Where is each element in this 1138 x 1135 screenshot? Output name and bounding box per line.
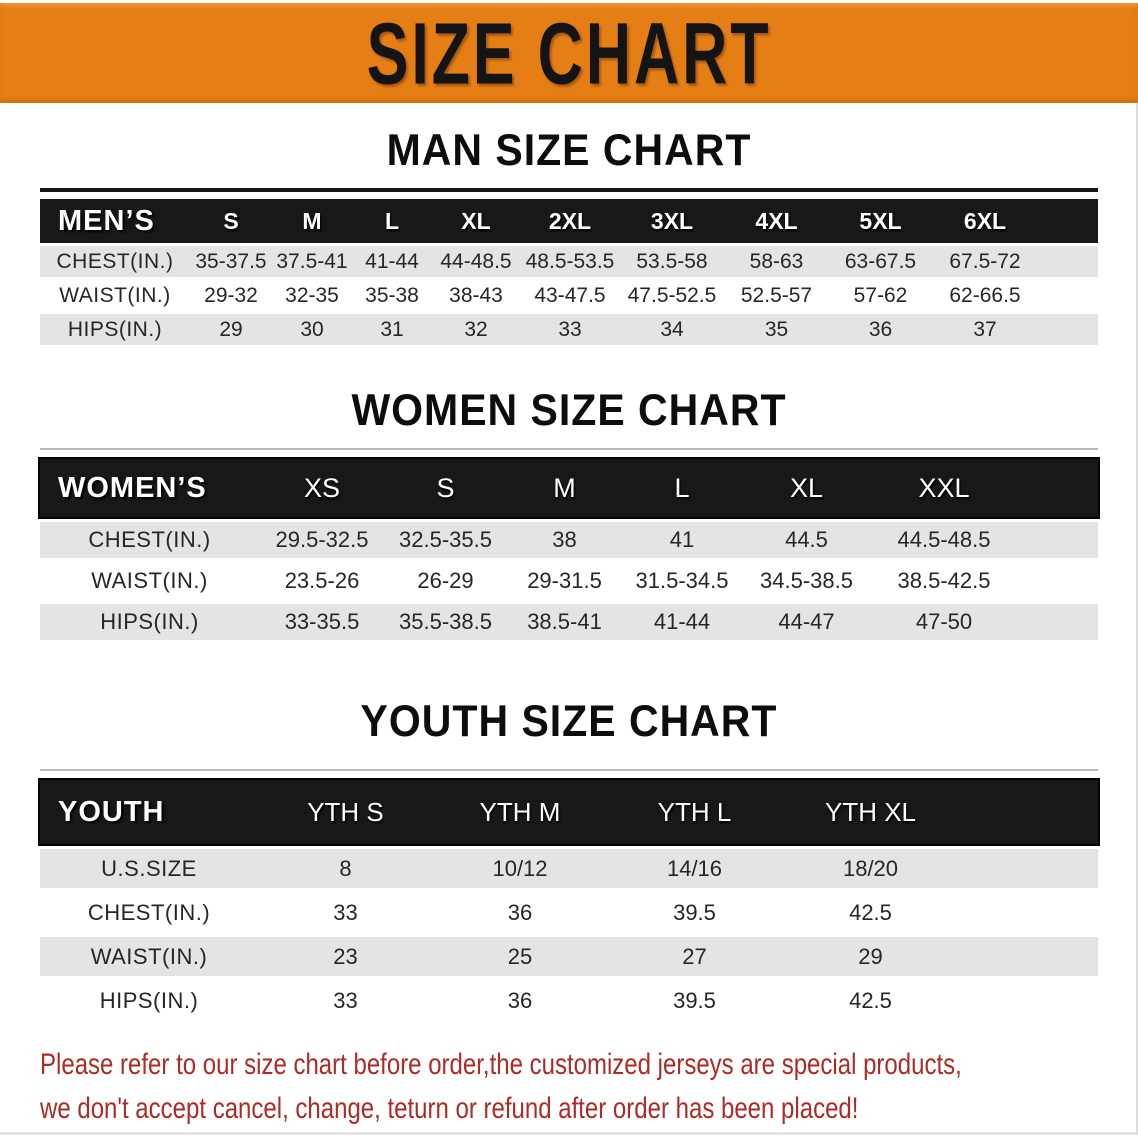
table-row: [40, 563, 1098, 599]
disclaimer-line-2: we don't accept cancel, change, teturn or refund after order has been placed!: [40, 1092, 859, 1125]
spacer-cell: [959, 893, 1098, 932]
cell-value: 41-44: [365, 249, 419, 273]
cell-value: 10/12: [492, 855, 548, 881]
column-header: XS: [303, 472, 341, 503]
cell-value: 34: [660, 317, 684, 341]
cell-value: 25: [507, 943, 533, 969]
cell-value: 18/20: [842, 855, 899, 881]
cell-value: 44.5: [785, 527, 828, 552]
cell-value: 29: [858, 943, 883, 969]
header-row: [40, 780, 1098, 844]
table-row: [40, 893, 1098, 932]
cell-value: 63-67.5: [844, 249, 917, 273]
table-header-label: MEN’S: [58, 204, 155, 237]
cell-value: 36: [507, 899, 533, 925]
cell-value: 53.5-58: [636, 249, 708, 273]
row-label: WAIST(IN.): [91, 568, 208, 593]
cell-value: 36: [507, 987, 533, 1013]
row-label: HIPS(IN.): [100, 609, 199, 634]
cell-value: 39.5: [673, 899, 716, 925]
cell-value: 44-48.5: [440, 249, 512, 273]
men-size-table: [40, 188, 1098, 348]
cell-value: 48.5-53.5: [525, 249, 615, 273]
cell-value: 35-37.5: [195, 249, 267, 273]
cell-value: 35.5-38.5: [399, 609, 492, 634]
row-label: U.S.SIZE: [101, 855, 197, 881]
spacer-cell: [1016, 563, 1098, 599]
cell-value: 42.5: [849, 899, 892, 925]
cell-value: 23.5-26: [284, 568, 360, 593]
table-top-rule: [40, 769, 1098, 771]
cell-value: 39.5: [673, 987, 716, 1013]
spacer-cell: [1038, 246, 1098, 277]
women-chart-heading: WOMEN SIZE CHART: [351, 385, 787, 435]
table-row: [40, 849, 1098, 888]
column-header: S: [223, 207, 239, 234]
header-row: [40, 459, 1098, 517]
spacer-cell: [1038, 314, 1098, 345]
cell-value: 57-62: [853, 283, 908, 307]
column-header: 6XL: [963, 207, 1007, 234]
size-chart-banner: [0, 3, 1138, 103]
cell-value: 44.5-48.5: [897, 527, 991, 552]
disclaimer-note: [40, 1043, 1138, 1131]
column-header: XL: [461, 207, 491, 234]
cell-value: 34.5-38.5: [760, 568, 853, 593]
table-top-rule: [40, 448, 1098, 450]
cell-value: 38.5-41: [527, 609, 602, 634]
cell-value: 67.5-72: [949, 249, 1021, 273]
banner-title: SIZE CHART: [366, 4, 772, 102]
cell-value: 31: [380, 317, 404, 341]
cell-value: 8: [339, 855, 352, 881]
row-label: CHEST(IN.): [56, 249, 174, 273]
cell-value: 44-47: [778, 609, 835, 634]
men-table: [40, 196, 1098, 348]
column-header: YTH XL: [824, 796, 917, 827]
spacer-cell: [959, 981, 1098, 1020]
cell-value: 26-29: [417, 568, 474, 593]
column-header: M: [302, 207, 322, 234]
cell-value: 47-50: [915, 609, 973, 634]
cell-value: 33-35.5: [284, 609, 360, 634]
women-size-table: [40, 448, 1098, 645]
cell-value: 41: [669, 527, 695, 552]
cell-value: 29-31.5: [527, 568, 602, 593]
column-header: YTH L: [657, 796, 732, 827]
cell-value: 38.5-42.5: [897, 568, 991, 593]
row-label: WAIST(IN.): [90, 943, 208, 969]
spacer-cell: [1038, 199, 1098, 243]
row-label: HIPS(IN.): [99, 987, 199, 1013]
cell-value: 33: [333, 899, 358, 925]
column-header: YTH S: [307, 796, 384, 827]
cell-value: 29: [219, 317, 243, 341]
row-label: HIPS(IN.): [67, 317, 163, 341]
cell-value: 35-38: [365, 283, 419, 307]
cell-value: 42.5: [849, 987, 892, 1013]
spacer-cell: [1016, 604, 1098, 640]
column-header: S: [436, 472, 455, 503]
cell-value: 30: [300, 317, 324, 341]
column-header: XXL: [918, 472, 970, 503]
table-row: [40, 604, 1098, 640]
spacer-cell: [959, 780, 1098, 844]
spacer-cell: [959, 937, 1098, 976]
table-row: [40, 246, 1098, 277]
cell-value: 32.5-35.5: [399, 527, 492, 552]
column-header: YTH M: [479, 796, 561, 827]
cell-value: 31.5-34.5: [635, 568, 729, 593]
cell-value: 33: [558, 317, 582, 341]
cell-value: 32-35: [285, 283, 339, 307]
table-row: [40, 981, 1098, 1020]
column-header: 5XL: [859, 207, 902, 234]
youth-size-table: [40, 769, 1098, 1025]
men-chart-heading: MAN SIZE CHART: [386, 125, 752, 175]
column-header: 3XL: [650, 207, 694, 234]
cell-value: 32: [464, 317, 488, 341]
cell-value: 38-43: [449, 283, 503, 307]
table-row: [40, 937, 1098, 976]
cell-value: 37: [973, 317, 997, 341]
column-header: XL: [789, 472, 824, 503]
youth-chart-heading: YOUTH SIZE CHART: [360, 696, 778, 746]
row-label: CHEST(IN.): [88, 527, 211, 552]
cell-value: 35: [764, 317, 789, 341]
table-header-label: WOMEN’S: [58, 471, 207, 504]
spacer-cell: [1016, 459, 1098, 517]
table-row: [40, 280, 1098, 311]
cell-value: 29-32: [204, 283, 258, 307]
cell-value: 33: [333, 987, 358, 1013]
cell-value: 29.5-32.5: [275, 527, 369, 552]
cell-value: 36: [868, 317, 893, 341]
column-header: 2XL: [548, 207, 592, 234]
row-label: WAIST(IN.): [59, 283, 171, 307]
women-table: [40, 454, 1098, 645]
cell-value: 27: [682, 943, 707, 969]
column-header: L: [384, 207, 400, 234]
spacer-cell: [1016, 522, 1098, 558]
cell-value: 43-47.5: [534, 283, 606, 307]
spacer-cell: [959, 849, 1098, 888]
youth-table: [40, 775, 1098, 1025]
cell-value: 62-66.5: [949, 283, 1021, 307]
cell-value: 37.5-41: [276, 249, 348, 273]
cell-value: 52.5-57: [740, 283, 813, 307]
column-header: 4XL: [755, 207, 798, 234]
column-header: L: [674, 472, 690, 503]
cell-value: 58-63: [749, 249, 804, 273]
cell-value: 41-44: [653, 609, 711, 634]
table-top-rule: [40, 188, 1098, 192]
cell-value: 38: [552, 527, 577, 552]
cell-value: 23: [333, 943, 358, 969]
column-header: M: [553, 472, 576, 503]
cell-value: 47.5-52.5: [627, 283, 717, 307]
table-header-label: YOUTH: [58, 795, 165, 828]
table-row: [40, 522, 1098, 558]
row-label: CHEST(IN.): [87, 899, 211, 925]
cell-value: 14/16: [666, 855, 723, 881]
spacer-cell: [1038, 280, 1098, 311]
table-row: [40, 314, 1098, 345]
disclaimer-line-1: Please refer to our size chart before order,the customized jerseys are special products,: [40, 1048, 962, 1081]
header-row: [40, 199, 1098, 243]
